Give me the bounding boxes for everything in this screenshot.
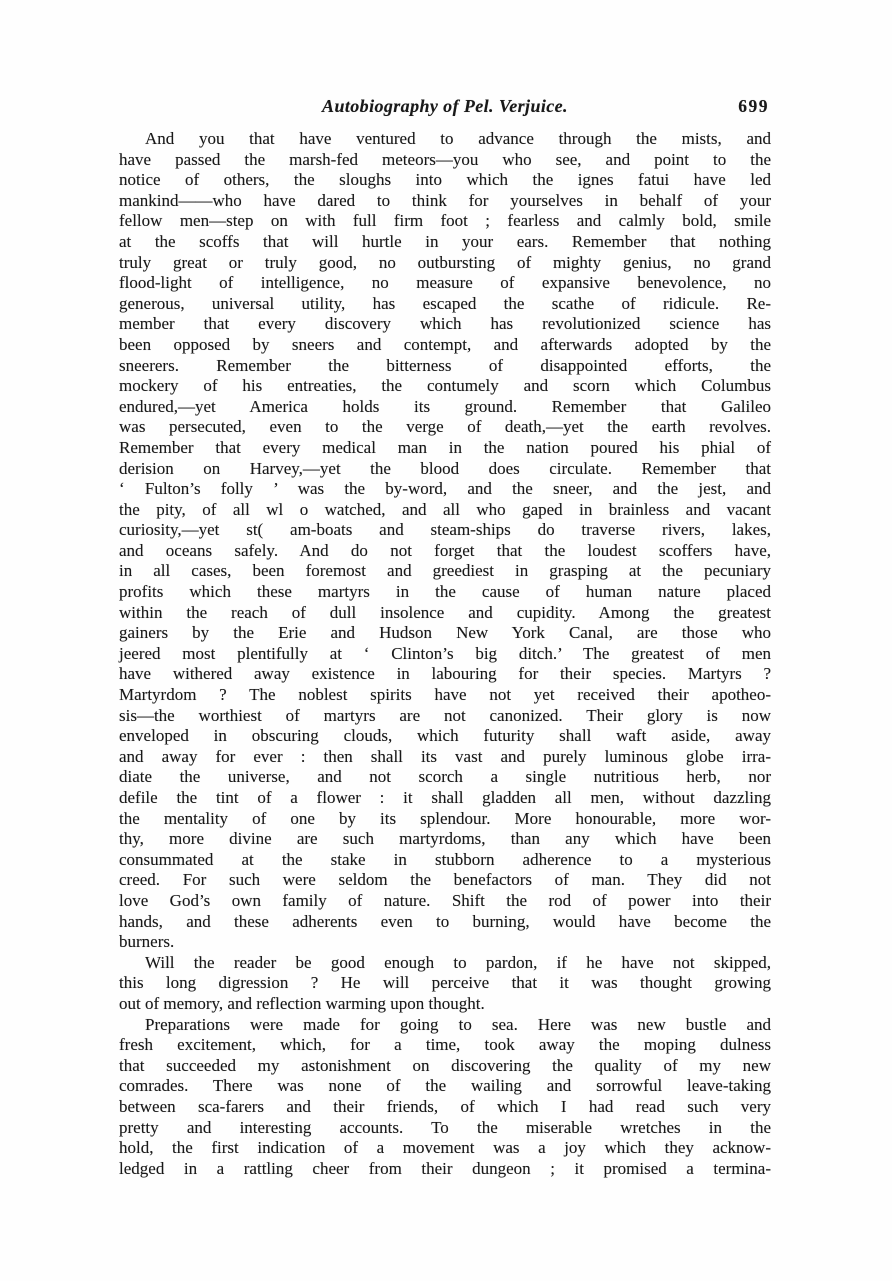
text-line: and away for ever : then shall its vast and purely luminous globe irra- [119,746,771,766]
text-line: creed. For such were seldom the benefactors of man. They did not [119,870,771,890]
text-line: have withered away existence in labouring for their species. Martyrs ? [119,664,771,684]
text-line: diate the universe, and not scorch a single nutritious herb, nor [119,767,771,787]
text-line: endured,—yet America holds its ground. Remember that Galileo [119,396,771,416]
paragraph [119,129,771,953]
text-line: and oceans safely. And do not forget that the loudest scoffers have, [119,540,771,560]
text-line: Will the reader be good enough to pardon, if he have not skipped, [145,952,771,972]
text-line: And you that have ventured to advance through the mists, and [145,129,771,148]
text-line: fellow men—step on with full firm foot ; fearless and calmly bold, smile [119,211,771,231]
text-line: been opposed by sneers and contempt, and afterwards adopted by the [119,334,771,354]
text-line: truly great or truly good, no outbursting of mighty genius, no grand [119,252,771,272]
text-line: profits which these martyrs in the cause of human nature placed [119,582,771,602]
text-line: consummated at the stake in stubborn adherence to a mysterious [119,849,771,869]
text-line: sneerers. Remember the bitterness of disappointed efforts, the [119,355,771,375]
page-body [119,129,771,1179]
text-line: sis—the worthiest of martyrs are not canonized. Their glory is now [119,705,771,725]
text-line: this long digression ? He will perceive that it was thought growing [119,973,771,993]
text-line: love God’s own family of nature. Shift the rod of power into their [119,890,771,910]
text-line: Preparations were made for going to sea. Here was new bustle and [145,1014,771,1034]
text-line: ledged in a rattling cheer from their dungeon ; it promised a termina- [119,1158,771,1178]
text-line: notice of others, the sloughs into which the ignes fatui have led [119,170,771,190]
text-line: gainers by the Erie and Hudson New York Canal, are those who [119,623,771,643]
text-line: derision on Harvey,—yet the blood does circulate. Remember that [119,458,771,478]
text-line: at the scoffs that will hurtle in your ears. Remember that nothing [119,231,771,251]
text-line: that succeeded my astonishment on discovering the quality of my new [119,1055,771,1075]
text-line: curiosity,—yet st( am-boats and steam-ships do traverse rivers, lakes, [119,520,771,540]
text-line: mankind——who have dared to think for yourselves in behalf of your [119,190,771,210]
text-line: member that every discovery which has revolutionized science has [119,314,771,334]
running-title: Autobiography of Pel. Verjuice. [322,96,568,116]
text-line: in all cases, been foremost and greediest in grasping at the pecuniary [119,561,771,581]
text-line: mockery of his entreaties, the contumely and scorn which Columbus [119,376,771,396]
text-line: have passed the marsh-fed meteors—you who see, and point to the [119,149,771,169]
text-line: within the reach of dull insolence and cupidity. Among the greatest [119,602,771,622]
text-line: thy, more divine are such martyrdoms, than any which have been [119,829,771,849]
text-line: the mentality of one by its splendour. More honourable, more wor- [119,808,771,828]
page-header [119,96,771,120]
text-line: comrades. There was none of the wailing and sorrowful leave-taking [119,1076,771,1096]
paragraph [119,953,771,1015]
text-line: pretty and interesting accounts. To the miserable wretches in the [119,1117,771,1137]
text-line: Martyrdom ? The noblest spirits have not yet received their apotheo- [119,685,771,705]
text-line: enveloped in obscuring clouds, which futurity shall waft aside, away [119,726,771,746]
text-line: hands, and these adherents even to burning, would have become the [119,911,771,931]
text-line: jeered most plentifully at ‘ Clinton’s big ditch.’ The greatest of men [119,643,771,663]
text-line: ‘ Fulton’s folly ’ was the by-word, and the sneer, and the jest, and [119,479,771,499]
text-line: the pity, of all wl o watched, and all who gaped in brainless and vacant [119,499,771,519]
text-line: was persecuted, even to the verge of death,—yet the earth revolves. [119,417,771,437]
text-line: burners. [119,932,175,952]
text-line: Remember that every medical man in the nation poured his phial of [119,437,771,457]
text-line: fresh excitement, which, for a time, took away the moping dulness [119,1035,771,1055]
text-line: generous, universal utility, has escaped the scathe of ridicule. Re- [119,293,771,313]
text-line: defile the tint of a flower : it shall gladden all men, without dazzling [119,788,771,807]
text-line: flood-light of intelligence, no measure of expansive benevolence, no [119,273,771,293]
text-line: between sca-farers and their friends, of which I had read such very [119,1096,771,1116]
paragraph [119,1015,771,1180]
text-line: out of memory, and reflection warming upon thought. [119,993,485,1013]
text-line: hold, the first indication of a movement was a joy which they acknow- [119,1138,771,1158]
page-number: 699 [738,96,769,116]
